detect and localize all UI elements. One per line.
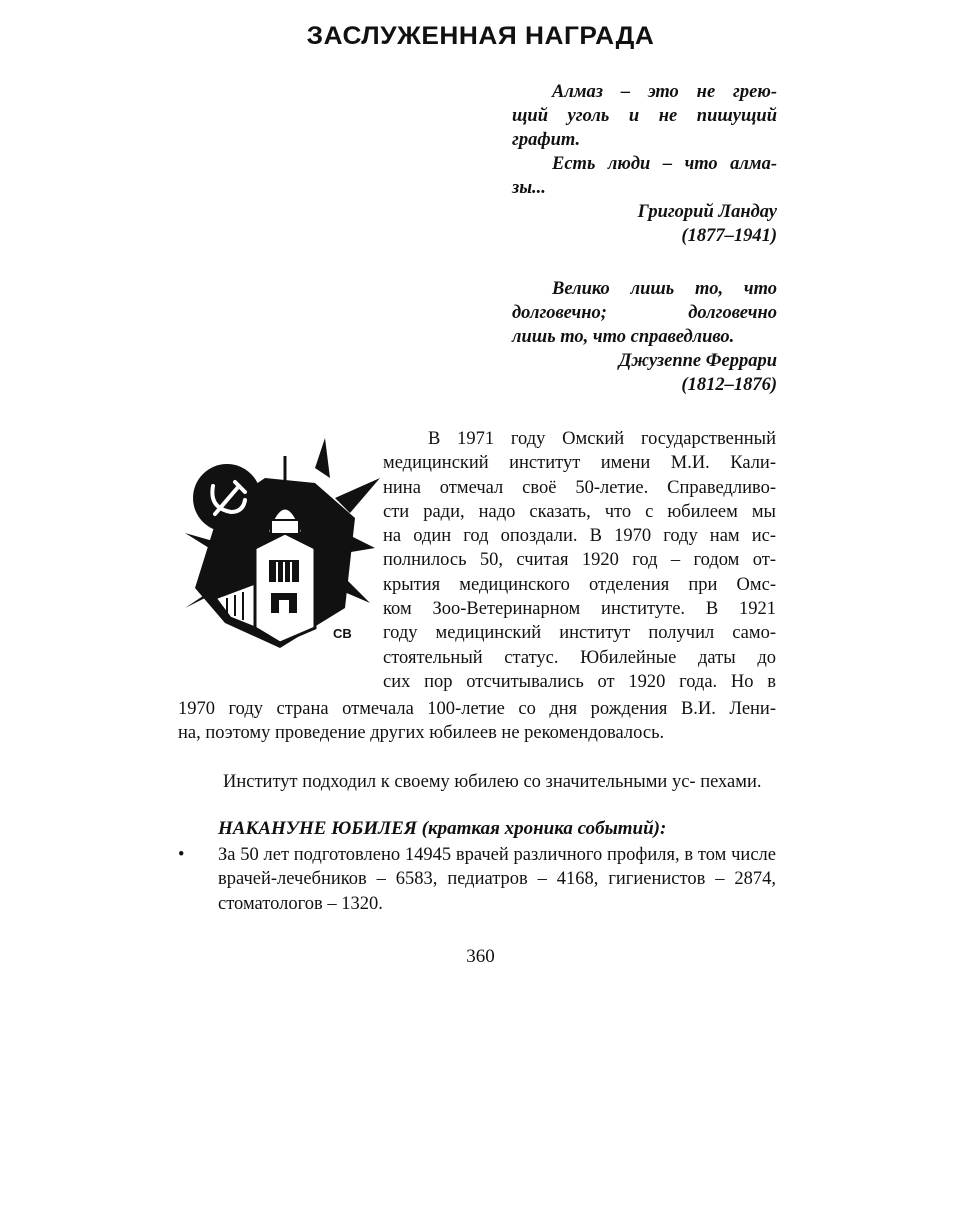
page-number: 360: [466, 946, 495, 967]
bullet-icon: •: [178, 845, 185, 865]
epigraph-line: Алмаз – это не грею-: [552, 82, 777, 102]
text-line: нина отмечал своё 50-летие. Справедливо-: [383, 477, 776, 498]
artist-initials: СВ: [333, 626, 352, 641]
epigraph-ferrari: [512, 277, 777, 397]
text-line: на, поэтому проведение других юбилеев не рекомендовалось.: [178, 723, 665, 744]
text-line: ком Зоо-Ветеринарном институте. В 1921: [383, 599, 776, 620]
page-title: ЗАСЛУЖЕННАЯ НАГРАДА: [306, 22, 655, 50]
epigraph-line: щий уголь и не пишущий: [512, 106, 777, 126]
epigraph-line: долговечно; долговечно: [512, 303, 777, 323]
epigraph-line: зы...: [512, 178, 546, 198]
paragraph-intro-continued: [178, 697, 776, 746]
text-line: В 1971 году Омский государственный: [428, 429, 776, 449]
epigraph-author: Джузеппе Феррари: [618, 351, 777, 371]
bullet-list-item: [178, 843, 776, 916]
text-line: медицинский институт имени М.И. Кали-: [383, 453, 776, 474]
paragraph-success: Институт подходил к своему юбилею со значительными ус- пехами.: [223, 772, 762, 792]
epigraph-landau: [512, 80, 777, 248]
institute-emblem-illustration: [185, 438, 380, 650]
epigraph-line: Велико лишь то, что: [552, 279, 777, 299]
bullet-text: За 50 лет подготовлено 14945 врачей различного профиля, в том числе врачей-лечебников – 6583, педиатров – 4168, гигиенистов – 2874, стоматологов – 1320.: [218, 845, 776, 914]
epigraph-years: (1877–1941): [681, 226, 777, 246]
text-line: году медицинский институт получил само-: [383, 623, 776, 644]
paragraph-intro: [383, 427, 776, 694]
epigraph-line: лишь то, что справедливо.: [512, 327, 735, 347]
epigraph-line: графит.: [512, 130, 581, 150]
section-heading: НАКАНУНЕ ЮБИЛЕЯ (краткая хроника событий):: [218, 818, 667, 839]
text-line: сих пор отсчитывались от 1920 года. Но в: [383, 671, 776, 692]
epigraph-line: Есть люди – что алма-: [552, 154, 777, 174]
text-line: стоятельный статус. Юбилейные даты до: [383, 647, 776, 668]
text-line: 1970 году страна отмечала 100-летие со дня рождения В.И. Лени-: [178, 699, 776, 719]
text-line: крытия медицинского отделения при Омс-: [383, 574, 776, 595]
text-line: полнилось 50, считая 1920 год – годом от-: [383, 550, 776, 571]
epigraph-author: Григорий Ландау: [637, 202, 777, 222]
text-line: сти ради, надо сказать, что с юбилеем мы: [383, 501, 776, 522]
text-line: на один год опоздали. В 1970 году нам ис-: [383, 526, 776, 547]
epigraph-years: (1812–1876): [681, 375, 777, 395]
